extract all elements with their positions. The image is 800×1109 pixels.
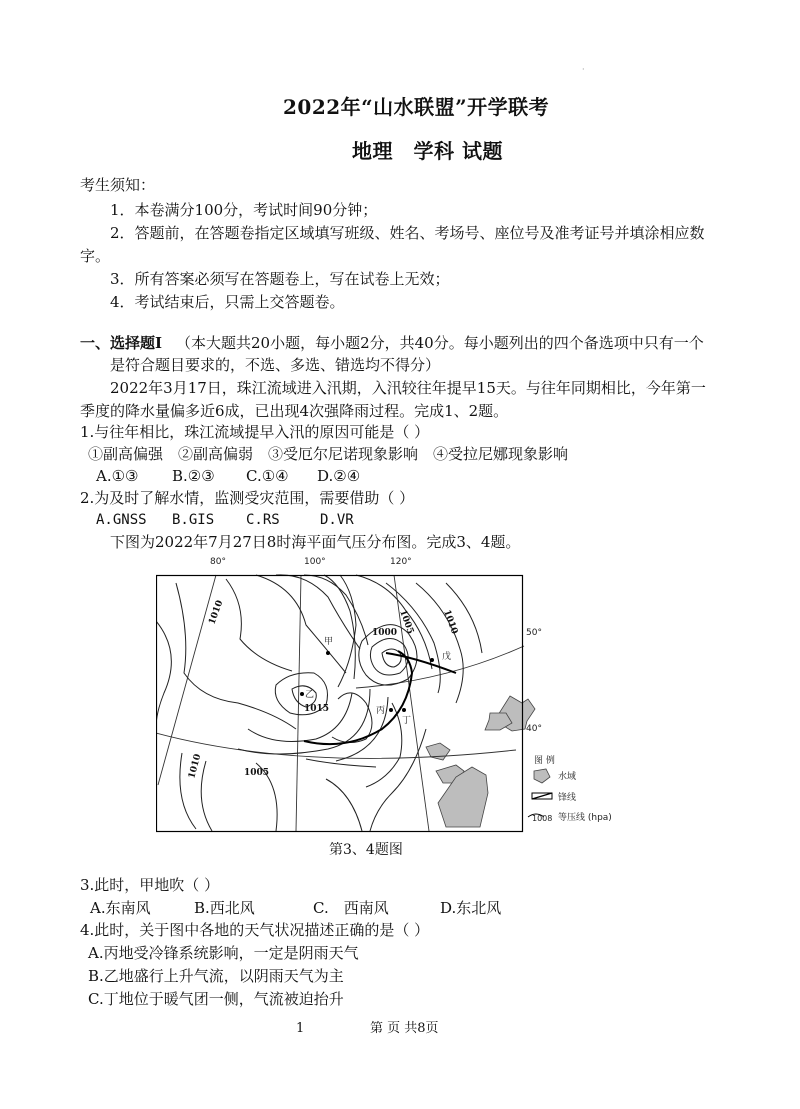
q3-option-b: B.西北风 — [194, 899, 255, 917]
notice-item-3: 3．所有答案必须写在答题卷上，写在试卷上无效； — [110, 270, 450, 288]
place-wu: 戊 — [442, 652, 452, 662]
pressure-map — [156, 553, 636, 835]
notice-item-4: 4．考试结束后，只需上交答题卷。 — [110, 293, 345, 311]
page-number: 1 — [296, 1021, 305, 1036]
section-desc-line2: 是符合题目要求的，不选、多选、错选均不得分） — [110, 356, 441, 374]
notice-item-2-cont: 字。 — [80, 247, 111, 265]
isobar-label: 1005 — [397, 608, 416, 636]
isobar-label: 1010 — [441, 608, 460, 636]
place-bing: 丙 — [376, 706, 386, 716]
lon-label-80: 80° — [210, 557, 226, 567]
q1-stem: 1.与往年相比，珠江流域提早入汛的原因可能是（ ） — [80, 423, 430, 441]
section-heading: 一、选择题Ⅰ — [80, 334, 163, 352]
q4-option-c: C.丁地位于暖气团一侧，气流被迫抬升 — [88, 990, 344, 1008]
q3-option-a: A.东南风 — [90, 899, 151, 917]
lon-label-100: 100° — [304, 557, 326, 567]
notice-item-1: 1．本卷满分100分，考试时间90分钟； — [110, 201, 378, 219]
isobar-label: 1010 — [187, 752, 204, 780]
isobar-label: 1010 — [207, 599, 226, 627]
notice-heading: 考生须知： — [80, 176, 156, 194]
water-body — [426, 743, 450, 760]
q3-stem: 3.此时，甲地吹（ ） — [80, 876, 220, 894]
passage2: 下图为2022年7月27日8时海平面气压分布图。完成3、4题。 — [110, 533, 521, 551]
corner-mark: · — [582, 65, 585, 74]
q1-option-a: A.①③ — [96, 467, 139, 485]
lat-label-40: 40° — [526, 724, 542, 734]
q4-option-a: A.丙地受冷锋系统影响，一定是阴雨天气 — [88, 944, 359, 962]
lat-label-50: 50° — [526, 628, 542, 638]
q2-option-a: A.GNSS — [96, 512, 147, 528]
q3-option-c: C. 西南风 — [313, 899, 389, 917]
legend-front: 锋线 — [558, 793, 577, 803]
isobar-label: 1005 — [244, 768, 270, 778]
q1-option-b: B.②③ — [172, 467, 215, 485]
isobar-label: 1015 — [304, 704, 330, 714]
q2-option-b: B.GIS — [172, 512, 215, 528]
place-jia: 甲 — [324, 637, 334, 647]
passage1-line1: 2022年3月17日，珠江流域进入汛期，入汛较往年提早15天。与往年同期相比，今年第一 — [110, 379, 706, 397]
q3-option-d: D.东北风 — [440, 899, 502, 917]
lon-label-120: 120° — [390, 557, 412, 567]
page-count: 第 页 共8页 — [370, 1021, 439, 1036]
section-desc-line1: （本大题共20小题，每小题2分，共40分。每小题列出的四个备选项中只有一个 — [176, 334, 704, 352]
legend-water: 水域 — [558, 772, 577, 782]
place-ding: 丁 — [402, 716, 412, 726]
exam-subtitle: 地理 学科 试题 — [352, 139, 503, 163]
q4-stem: 4.此时，关于图中各地的天气状况描述正确的是（ ） — [80, 921, 430, 939]
q1-option-c: C.①④ — [246, 467, 289, 485]
q1-option-d: D.②④ — [317, 467, 361, 485]
isobar-label: 1000 — [372, 628, 398, 638]
map-caption: 第3、4题图 — [329, 842, 403, 858]
place-yi: 乙 — [305, 690, 315, 700]
legend-title: 图 例 — [534, 756, 555, 766]
exam-title: 2022年“山水联盟”开学联考 — [283, 95, 550, 119]
q2-option-c: C.RS — [246, 512, 280, 528]
legend-water-swatch — [534, 769, 550, 783]
legend-isobar: 等压线 (hpa) — [558, 813, 612, 823]
passage1-line2: 季度的降水量偏多近6成，已出现4次强降雨过程。完成1、2题。 — [80, 402, 509, 420]
q4-option-b: B.乙地盛行上升气流，以阴雨天气为主 — [88, 967, 344, 985]
front-line — [304, 651, 412, 744]
notice-item-2: 2．答题前，在答题卷指定区域填写班级、姓名、考场号、座位号及准考证号并填涂相应数 — [110, 224, 705, 242]
legend-isobar-value: 1008 — [532, 814, 553, 823]
q1-statements: ①副高偏强 ②副高偏弱 ③受厄尔尼诺现象影响 ④受拉尼娜现象影响 — [88, 445, 569, 463]
q2-stem: 2.为及时了解水情，监测受灾范围，需要借助（ ） — [80, 489, 415, 507]
q2-option-d: D.VR — [320, 512, 354, 528]
